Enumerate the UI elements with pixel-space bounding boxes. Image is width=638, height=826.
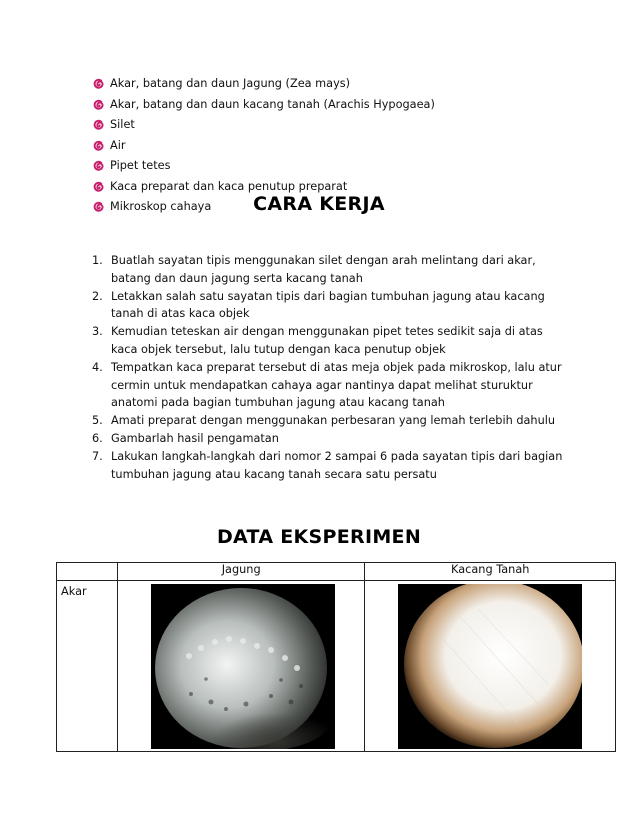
list-item xyxy=(92,156,435,177)
swirl-bullet-icon xyxy=(92,160,105,173)
step-item xyxy=(92,430,572,448)
step-item xyxy=(92,252,572,288)
material-text: Pipet tetes xyxy=(110,159,171,172)
swirl-bullet-icon xyxy=(92,119,105,132)
cara-kerja-heading: CARA KERJA xyxy=(253,193,385,215)
swirl-bullet-icon xyxy=(92,181,105,194)
material-text: Kaca preparat dan kaca penutup preparat xyxy=(110,179,348,193)
header-cell-empty xyxy=(57,563,118,581)
material-text: Akar, batang dan daun Jagung ( xyxy=(110,77,290,90)
step-item xyxy=(92,359,572,412)
step-text: Kemudian teteskan air dengan menggunakan pipet tetes sedikit saja di atas kaca objek tersebut, lalu tutup dengan kaca penutup objek xyxy=(111,325,543,356)
experiment-table xyxy=(56,562,616,752)
material-text-end: ) xyxy=(430,97,435,111)
step-text: Amati preparat dengan menggunakan perbesaran yang lemah terlebih dahulu xyxy=(111,414,556,428)
step-item xyxy=(92,288,572,324)
list-item xyxy=(92,74,435,95)
kacang-tanah-root-micrograph-cell xyxy=(365,581,616,752)
material-text: Akar, batang dan daun kacang tanah ( xyxy=(110,97,328,111)
material-text: Silet xyxy=(110,118,135,131)
step-text: Buatlah sayatan tipis menggunakan silet dengan arah melintang dari akar, batang dan daun jagung serta kacang tanah xyxy=(111,254,536,285)
step-text: Letakkan salah satu sayatan tipis dari bagian tumbuhan jagung atau kacang tanah di atas kaca objek xyxy=(111,289,545,321)
row-label-akar: Akar xyxy=(57,581,118,752)
jagung-root-micrograph xyxy=(151,584,335,749)
step-number: 1. xyxy=(92,254,103,267)
kacang-tanah-root-micrograph xyxy=(398,584,582,749)
step-item xyxy=(92,448,572,484)
header-cell-jagung: Jagung xyxy=(117,563,365,581)
step-number: 6. xyxy=(92,431,103,445)
header-cell-kacang-tanah: Kacang Tanah xyxy=(365,563,616,581)
material-text-end: ) xyxy=(345,77,351,90)
step-item xyxy=(92,412,572,430)
step-number: 4. xyxy=(92,360,103,374)
list-item xyxy=(92,136,435,157)
micrograph-image xyxy=(151,584,335,749)
material-scientific-name: Arachis Hypogaea xyxy=(327,97,431,111)
step-number: 5. xyxy=(92,414,103,428)
data-eksperimen-heading: DATA EKSPERIMEN xyxy=(216,526,422,548)
material-scientific-name: Zea mays xyxy=(289,77,346,90)
step-item xyxy=(92,323,572,359)
material-text: Air xyxy=(110,138,126,152)
step-number: 3. xyxy=(92,325,103,339)
procedure-steps xyxy=(92,252,572,483)
step-text: Tempatkan kaca preparat tersebut di atas meja objek pada mikroskop, lalu atur cermin untuk mendapatkan cahaya agar nantinya dapat melihat sturuktur anatomi pada bagian tumbuhan jagung atau kacang tanah xyxy=(111,360,562,410)
swirl-bullet-icon xyxy=(92,78,105,91)
step-text: Gambarlah hasil pengamatan xyxy=(111,431,279,445)
table-header-row xyxy=(57,563,616,581)
step-number: 2. xyxy=(92,289,103,303)
step-text: Lakukan langkah-langkah dari nomor 2 sampai 6 pada sayatan tipis dari bagian tumbuhan jagung atau kacang tanah secara satu persatu xyxy=(111,449,563,481)
list-item xyxy=(92,95,435,116)
swirl-bullet-icon xyxy=(92,140,105,153)
step-number: 7. xyxy=(92,449,103,463)
jagung-root-micrograph-cell xyxy=(117,581,365,752)
material-text: Mikroskop cahaya xyxy=(110,200,212,213)
swirl-bullet-icon xyxy=(92,99,105,112)
micrograph-image xyxy=(398,584,582,749)
list-item xyxy=(92,115,435,136)
table-row xyxy=(57,581,616,752)
